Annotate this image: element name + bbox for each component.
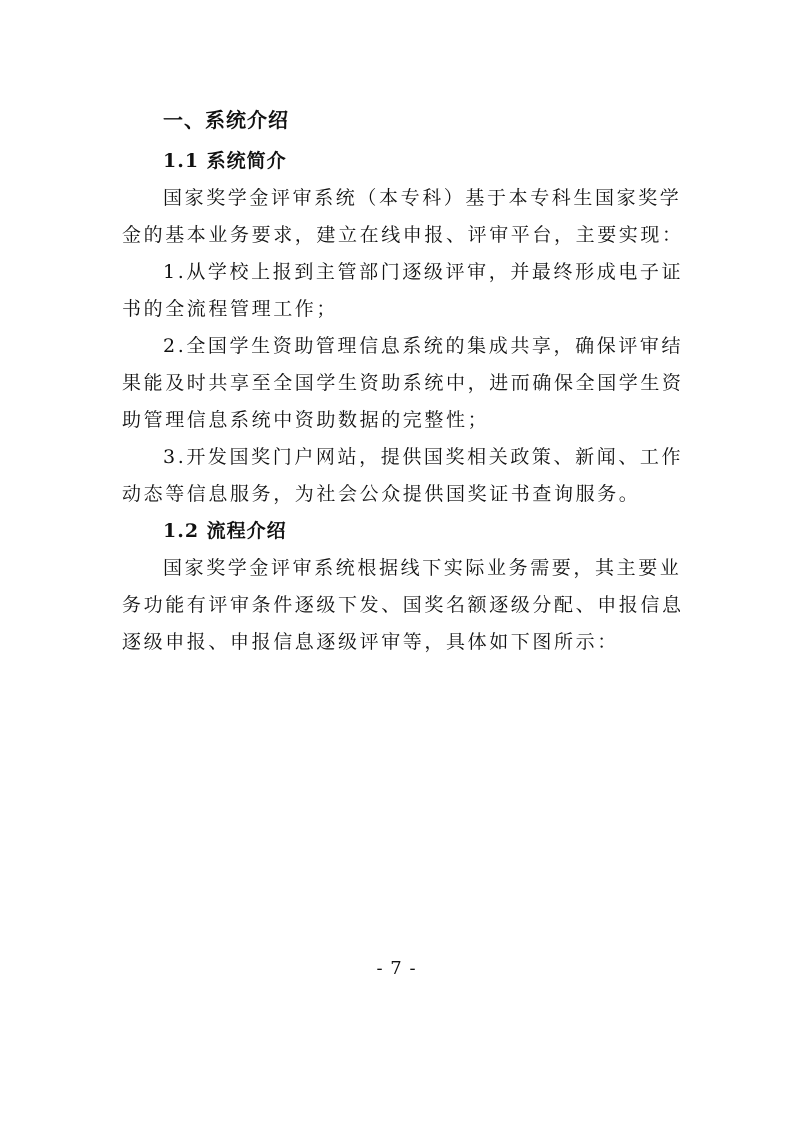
paragraph-line: 书的全流程管理工作；	[122, 298, 339, 320]
paragraph-line: 3.开发国奖门户网站，提供国奖相关政策、新闻、工作	[163, 446, 684, 468]
paragraph-line: 2.全国学生资助管理信息系统的集成共享，确保评审结	[163, 335, 684, 357]
paragraph-line: 国家奖学金评审系统（本专科）基于本专科生国家奖学	[163, 187, 682, 209]
paragraph-line: 国家奖学金评审系统根据线下实际业务需要，其主要业	[163, 557, 682, 579]
page-number: - 7 -	[376, 958, 417, 979]
paragraph-line: 1.从学校上报到主管部门逐级评审，并最终形成电子证	[163, 261, 684, 283]
paragraph-line: 果能及时共享至全国学生资助系统中，进而确保全国学生资	[122, 372, 684, 394]
section-heading: 一、系统介绍	[163, 108, 289, 132]
paragraph-line: 逐级申报、申报信息逐级评审等，具体如下图所示：	[122, 631, 619, 653]
paragraph-line: 金的基本业务要求，建立在线申报、评审平台，主要实现：	[122, 224, 684, 246]
paragraph-line: 助管理信息系统中资助数据的完整性；	[122, 409, 490, 431]
paragraph-line: 动态等信息服务，为社会公众提供国奖证书查询服务。	[122, 483, 641, 505]
subsection-heading-1-2: 1.2 流程介绍	[163, 520, 287, 542]
paragraph-line: 务功能有评审条件逐级下发、国奖名额逐级分配、申报信息	[122, 594, 684, 616]
subsection-heading-1-1: 1.1 系统简介	[163, 150, 287, 172]
